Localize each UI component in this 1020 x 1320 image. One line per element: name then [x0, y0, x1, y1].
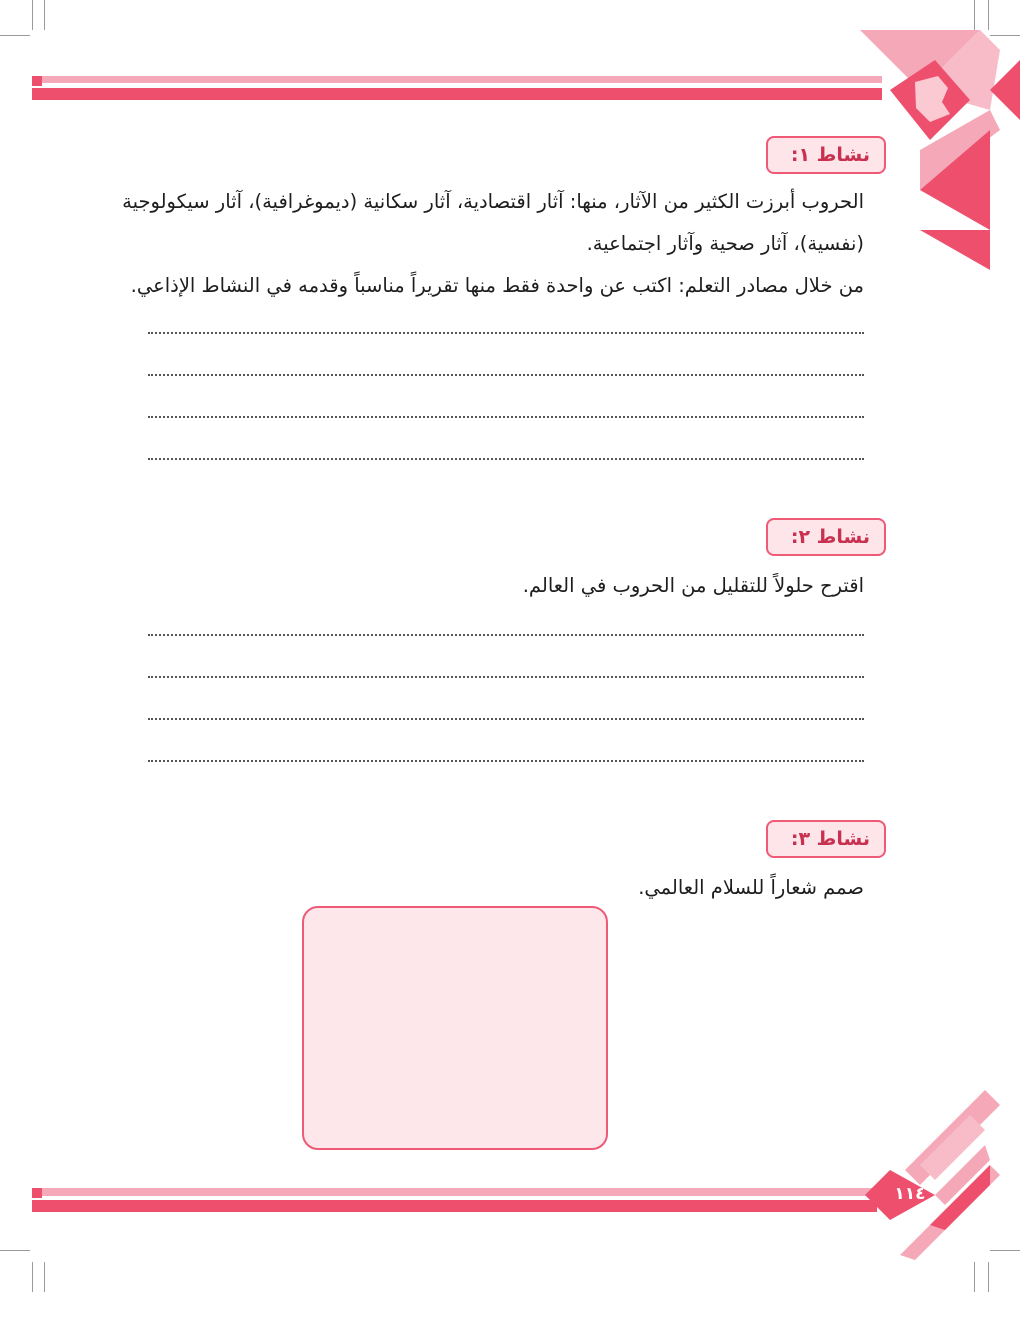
answer-line[interactable] — [148, 718, 864, 720]
crop-mark — [32, 0, 33, 30]
activity-3-instruction: صمم شعاراً للسلام العالمي. — [638, 876, 864, 899]
activity-3-label — [766, 820, 886, 858]
crop-mark — [32, 1262, 33, 1292]
activity-1-label — [766, 136, 886, 174]
crop-mark — [988, 1262, 989, 1292]
crop-mark — [988, 0, 989, 30]
page-number: ١١٤ — [894, 1184, 926, 1204]
answer-line[interactable] — [148, 416, 864, 418]
answer-line[interactable] — [148, 676, 864, 678]
crop-mark — [0, 1250, 30, 1251]
answer-line[interactable] — [148, 760, 864, 762]
activity-3-label-text: نشاط ٣: — [790, 828, 870, 850]
answer-line[interactable] — [148, 634, 864, 636]
answer-line[interactable] — [148, 332, 864, 334]
answer-line[interactable] — [148, 374, 864, 376]
activity-1-text-line-2: (نفسية)، آثار صحية وآثار اجتماعية. — [586, 232, 864, 255]
activity-1-label-text: نشاط ١: — [790, 144, 870, 166]
crop-mark — [974, 0, 975, 30]
activity-1-instruction: من خلال مصادر التعلم: اكتب عن واحدة فقط منها تقريراً مناسباً وقدمه في النشاط الإذاعي. — [130, 274, 864, 297]
crop-mark — [0, 35, 30, 36]
crop-mark — [44, 0, 45, 30]
corner-decoration-bottom — [860, 1085, 1020, 1260]
logo-drawing-box[interactable] — [302, 906, 608, 1150]
activity-2-label — [766, 518, 886, 556]
crop-mark — [44, 1262, 45, 1292]
activity-1-text-line-1: الحروب أبرزت الكثير من الآثار، منها: آثار اقتصادية، آثار سكانية (ديموغرافية)، آثار سيكولوجية — [122, 190, 864, 213]
answer-line[interactable] — [148, 458, 864, 460]
activity-2-instruction: اقترح حلولاً للتقليل من الحروب في العالم. — [522, 574, 864, 597]
crop-mark — [974, 1262, 975, 1292]
activity-2-label-text: نشاط ٢: — [790, 526, 870, 548]
